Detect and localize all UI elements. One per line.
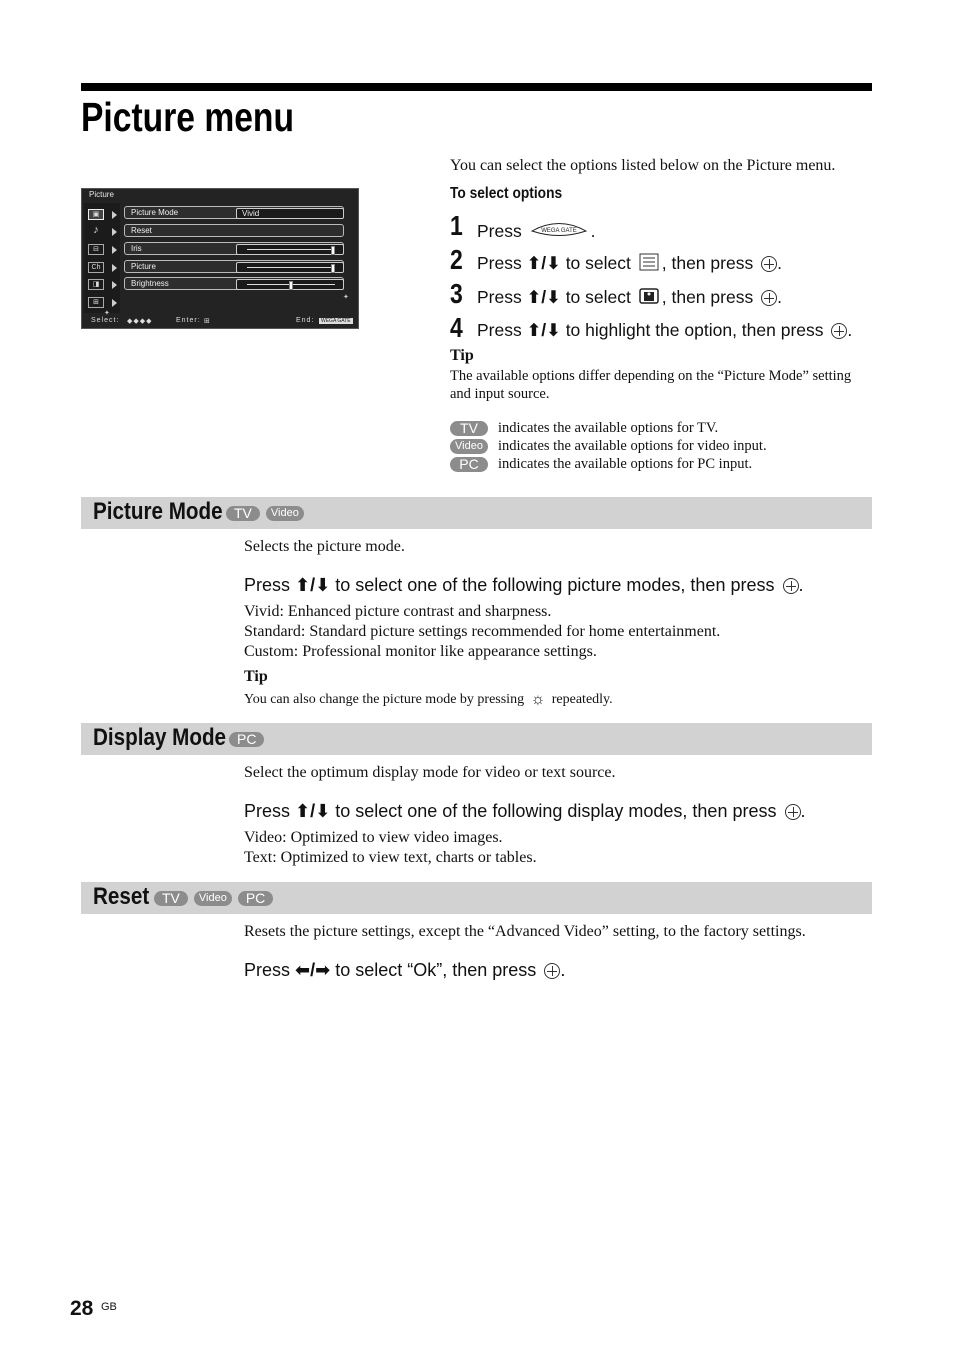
osd-row-label: Iris: [131, 244, 142, 253]
step-select: to select: [565, 253, 631, 273]
reset-desc: Resets the picture settings, except the “Advanced Video” setting, to the factory settings.: [244, 923, 806, 940]
section-display-mode: [81, 723, 872, 755]
enter-button-icon: [761, 256, 777, 272]
step-text: [477, 320, 852, 341]
chevron-right-icon: [112, 246, 117, 254]
osd-footer-select: Select:: [91, 317, 120, 324]
section-picture-mode: [81, 497, 872, 529]
option-custom: Custom: Professional monitor like appearance settings.: [244, 643, 597, 660]
display-mode-desc: Select the optimum display mode for video or text source.: [244, 764, 616, 781]
wega-gate-button-icon: [529, 218, 589, 240]
tv-badge: TV: [226, 506, 260, 521]
section-title: Display Mode: [93, 724, 227, 751]
instruction-end: .: [800, 801, 806, 821]
picture-mode-instruction: [244, 575, 804, 596]
osd-row-label: Brightness: [131, 279, 169, 288]
step-number: 1: [450, 210, 463, 241]
tip-text: The available options differ depending on the “Picture Mode” setting and input source.: [450, 368, 852, 402]
setup-icon: ⊞: [88, 297, 104, 308]
osd-slider: [236, 279, 344, 290]
screen-icon: ⊟: [88, 244, 104, 255]
osd-enter-icon: ⊞: [204, 318, 211, 325]
up-down-arrow-icon: ⬆/⬇: [295, 801, 331, 821]
to-select-heading: To select options: [450, 185, 563, 202]
chevron-right-icon: [112, 299, 117, 307]
step-number: 3: [450, 278, 463, 309]
chevron-right-icon: [112, 264, 117, 272]
up-down-arrow-icon: ⬆/⬇: [526, 320, 561, 340]
tip-heading: Tip: [244, 668, 268, 685]
legend-text: indicates the available options for TV.: [498, 420, 719, 436]
press-text: Press: [244, 575, 291, 595]
osd-value-box: [236, 208, 344, 219]
osd-sidebar: [84, 203, 120, 313]
video-badge: Video: [194, 891, 232, 906]
section-badges: [154, 891, 273, 906]
reset-instruction: [244, 960, 565, 981]
tv-badge: TV: [450, 421, 488, 436]
page-locale: GB: [101, 1301, 117, 1313]
channel-icon: Ch: [88, 262, 104, 273]
osd-row-label: Picture: [131, 262, 156, 271]
legend-text: indicates the available options for PC input.: [498, 456, 753, 472]
up-down-arrow-icon: ⬆/⬇: [526, 253, 561, 273]
display-mode-instruction: [244, 801, 806, 822]
step-text: [477, 252, 782, 274]
wega-gate-button-label: WEGA GATE: [540, 228, 577, 234]
legend-text: indicates the available options for video input.: [498, 438, 767, 454]
press-text: Press: [244, 960, 291, 980]
step-select: to select: [565, 287, 631, 307]
tip-text-end: repeatedly.: [551, 692, 613, 707]
osd-slider-track: [247, 249, 335, 250]
osd-slider: [236, 244, 344, 255]
step-end: .: [777, 253, 782, 273]
osd-slider-track: [247, 267, 335, 268]
step-highlight: to highlight the option, then press: [565, 320, 824, 340]
instruction-text: to select “Ok”, then press: [335, 960, 537, 980]
osd-slider: [236, 262, 344, 273]
page-title: Picture menu: [81, 94, 294, 140]
pc-badge: PC: [229, 732, 264, 747]
section-reset: [81, 882, 872, 914]
osd-end-button: WEGA GATE: [321, 318, 351, 324]
step-text: [477, 286, 782, 308]
osd-row-picture: [124, 260, 344, 273]
pc-badge: PC: [450, 457, 488, 472]
osd-slider-knob: [331, 246, 335, 255]
enter-button-icon: [831, 323, 847, 339]
osd-slider-knob: [289, 281, 293, 290]
tip-text: You can also change the picture mode by pressing: [244, 692, 525, 707]
osd-arrows-icon: ◆◆◆◆: [127, 318, 153, 325]
enter-button-icon: [785, 804, 801, 820]
step-then-press: , then press: [661, 287, 754, 307]
chevron-right-icon: [112, 281, 117, 289]
section-badges: [226, 506, 304, 521]
enter-button-icon: [783, 578, 799, 594]
instruction-text: to select one of the following display modes, then press: [335, 801, 777, 821]
section-badges: [229, 732, 264, 747]
osd-title: Picture: [89, 190, 114, 199]
osd-row-reset: [124, 224, 344, 237]
osd-footer-enter: Enter:: [176, 317, 201, 324]
osd-slider-knob: [331, 264, 335, 273]
sound-icon: ♪: [93, 224, 99, 236]
instruction-end: .: [798, 575, 804, 595]
section-title: Picture Mode: [93, 498, 223, 525]
osd-row-brightness: [124, 277, 344, 290]
press-text: Press: [244, 801, 291, 821]
osd-scroll-indicator-icon: ✦: [343, 294, 349, 301]
intro-text: You can select the options listed below on the Picture menu.: [450, 157, 836, 174]
step-press: Press: [477, 253, 522, 273]
osd-footer-end: End:: [296, 317, 315, 324]
pip-icon: ◨: [88, 279, 104, 290]
picture-icon: ▣: [88, 209, 104, 220]
tv-badge: TV: [154, 891, 188, 906]
picture-mode-desc: Selects the picture mode.: [244, 538, 405, 555]
section-title: Reset: [93, 883, 150, 910]
step-text: [477, 218, 595, 242]
picture-mode-tip: [244, 691, 613, 709]
option-video: Video: Optimized to view video images.: [244, 829, 503, 846]
step-then-press: , then press: [661, 253, 754, 273]
step-end: .: [590, 221, 596, 241]
chevron-right-icon: [112, 211, 117, 219]
up-down-arrow-icon: ⬆/⬇: [526, 287, 561, 307]
osd-screenshot: [81, 188, 359, 329]
enter-button-icon: [544, 963, 560, 979]
step-press: Press: [477, 221, 522, 241]
enter-button-icon: [761, 290, 777, 306]
step-number: 2: [450, 244, 463, 275]
osd-row-picture-mode: [124, 206, 344, 219]
tip-heading: Tip: [450, 347, 474, 364]
option-text: Text: Optimized to view text, charts or tables.: [244, 849, 537, 866]
step-number: 4: [450, 312, 463, 343]
osd-row-label: Picture Mode: [131, 208, 179, 217]
option-vivid: Vivid: Enhanced picture contrast and sharpness.: [244, 603, 552, 620]
osd-row-iris: [124, 242, 344, 255]
pc-badge: PC: [238, 891, 273, 906]
step-end: .: [847, 320, 853, 340]
video-badge: Video: [450, 439, 488, 454]
picture-mode-sun-icon: ☼: [530, 691, 546, 708]
osd-row-label: Reset: [131, 226, 152, 235]
osd-footer: [82, 317, 358, 327]
instruction-end: .: [560, 960, 566, 980]
osd-down-indicator-icon: ✦: [104, 310, 110, 317]
instruction-text: to select one of the following picture modes, then press: [335, 575, 775, 595]
option-standard: Standard: Standard picture settings recommended for home entertainment.: [244, 623, 721, 640]
picture-icon: [638, 286, 660, 306]
top-rule: [81, 83, 872, 91]
menu-icon: [638, 252, 660, 272]
page-number: 28: [70, 1297, 94, 1320]
step-press: Press: [477, 320, 522, 340]
video-badge: Video: [266, 506, 304, 521]
step-press: Press: [477, 287, 522, 307]
left-right-arrow-icon: ⬅/➡: [295, 960, 331, 980]
osd-row-value: Vivid: [242, 209, 260, 218]
step-end: .: [777, 287, 782, 307]
chevron-right-icon: [112, 228, 117, 236]
up-down-arrow-icon: ⬆/⬇: [295, 575, 331, 595]
